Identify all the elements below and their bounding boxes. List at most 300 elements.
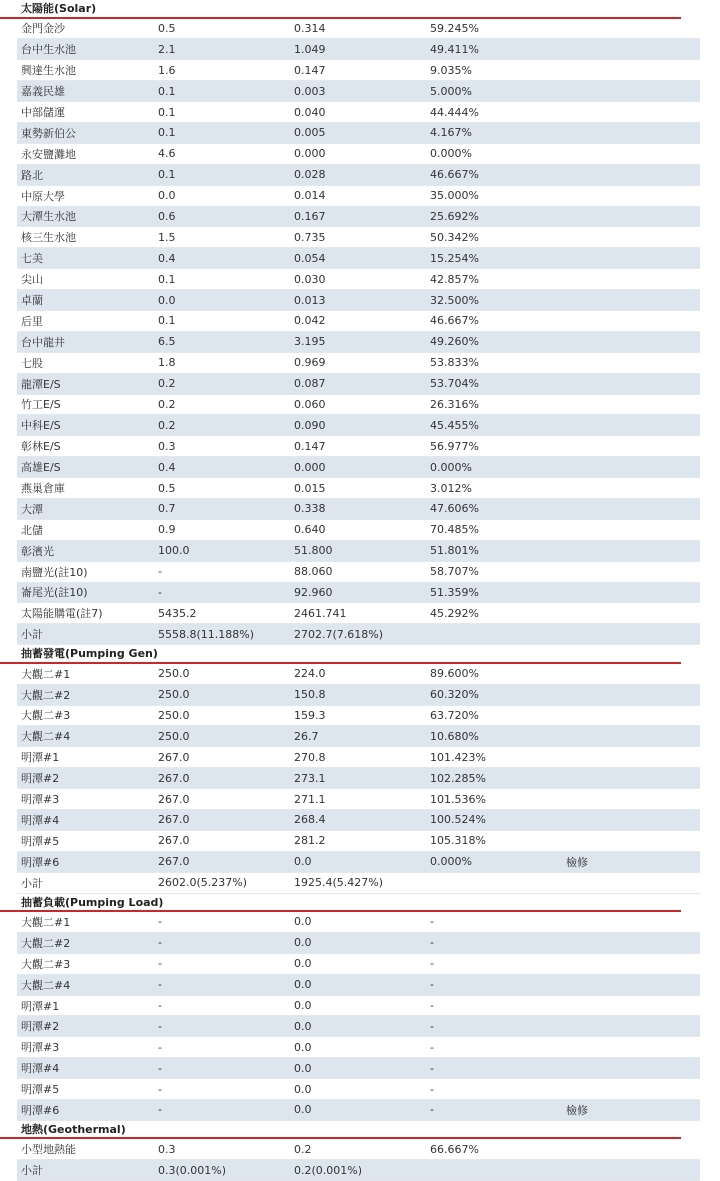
output-cell: 281.2	[290, 830, 426, 851]
unit-name-cell: 明潭#2	[17, 768, 154, 789]
capacity-cell: -	[154, 561, 290, 582]
unit-name-cell: 明潭#3	[17, 789, 154, 810]
table-row	[17, 290, 700, 311]
ratio-cell: 60.320%	[426, 684, 562, 705]
table-row	[17, 373, 700, 394]
table-row	[17, 81, 700, 102]
capacity-cell: 0.1	[154, 81, 290, 102]
table-row	[17, 478, 700, 499]
unit-name-cell: 后里	[17, 310, 154, 331]
remark-cell	[562, 872, 700, 893]
section-title: 抽蓄發電(Pumping Gen)	[0, 645, 681, 664]
output-cell: 0.0	[290, 1037, 426, 1058]
ratio-cell	[426, 872, 562, 893]
unit-name-cell: 明潭#1	[17, 995, 154, 1016]
table-row	[17, 39, 700, 60]
table-row	[17, 394, 700, 415]
table-row	[17, 664, 700, 684]
capacity-cell: 1.6	[154, 60, 290, 81]
table-row	[17, 995, 700, 1016]
unit-name-cell: 明潭#5	[17, 1079, 154, 1100]
unit-name-cell: 台中生水池	[17, 39, 154, 60]
remark-cell	[562, 1139, 700, 1159]
output-cell: 0.0	[290, 912, 426, 932]
ratio-cell: 63.720%	[426, 705, 562, 726]
capacity-cell: 0.2	[154, 415, 290, 436]
unit-name-cell: 大觀二#4	[17, 974, 154, 995]
unit-name-cell: 核三生水池	[17, 227, 154, 248]
ratio-cell: 50.342%	[426, 227, 562, 248]
remark-cell	[562, 81, 700, 102]
capacity-cell: 0.0	[154, 185, 290, 206]
table-row	[17, 603, 700, 624]
ratio-cell: 9.035%	[426, 60, 562, 81]
output-cell: 3.195	[290, 331, 426, 352]
table-row	[17, 1058, 700, 1079]
output-cell: 159.3	[290, 705, 426, 726]
remark-cell	[562, 624, 700, 645]
output-cell: 0.640	[290, 519, 426, 540]
table-row	[17, 498, 700, 519]
ratio-cell	[426, 624, 562, 645]
output-cell: 0.090	[290, 415, 426, 436]
table-row	[17, 352, 700, 373]
capacity-cell: 0.3	[154, 436, 290, 457]
capacity-cell: -	[154, 912, 290, 932]
ratio-cell: 58.707%	[426, 561, 562, 582]
remark-cell	[562, 39, 700, 60]
output-cell: 0.003	[290, 81, 426, 102]
ratio-cell: 35.000%	[426, 185, 562, 206]
capacity-cell: 0.0	[154, 290, 290, 311]
capacity-cell: 0.3	[154, 1139, 290, 1159]
ratio-cell: -	[426, 1016, 562, 1037]
table-row	[17, 851, 700, 872]
ratio-cell: 89.600%	[426, 664, 562, 684]
output-cell: 270.8	[290, 747, 426, 768]
ratio-cell: -	[426, 995, 562, 1016]
section-title: 地熱(Geothermal)	[0, 1121, 681, 1140]
ratio-cell: 46.667%	[426, 164, 562, 185]
remark-cell	[562, 122, 700, 143]
table-row	[17, 60, 700, 81]
capacity-cell: -	[154, 1058, 290, 1079]
ratio-cell: 0.000%	[426, 143, 562, 164]
output-cell: 0.013	[290, 290, 426, 311]
ratio-cell: 32.500%	[426, 290, 562, 311]
unit-name-cell: 大觀二#2	[17, 684, 154, 705]
output-cell: 0.314	[290, 19, 426, 39]
unit-name-cell: 明潭#1	[17, 747, 154, 768]
table-row	[17, 624, 700, 645]
output-cell: 150.8	[290, 684, 426, 705]
remark-cell	[562, 995, 700, 1016]
ratio-cell: 56.977%	[426, 436, 562, 457]
output-cell: 0.338	[290, 498, 426, 519]
ratio-cell: 101.423%	[426, 747, 562, 768]
remark-cell	[562, 561, 700, 582]
output-cell: 0.0	[290, 1058, 426, 1079]
ratio-cell: 102.285%	[426, 768, 562, 789]
capacity-cell: 267.0	[154, 851, 290, 872]
remark-cell	[562, 603, 700, 624]
ratio-cell: 51.359%	[426, 582, 562, 603]
ratio-cell: 46.667%	[426, 310, 562, 331]
unit-name-cell: 七美	[17, 248, 154, 269]
remark-cell	[562, 540, 700, 561]
section-title: 抽蓄負載(Pumping Load)	[0, 894, 681, 913]
table-row	[17, 1139, 700, 1159]
output-cell: 268.4	[290, 809, 426, 830]
unit-name-cell: 七股	[17, 352, 154, 373]
capacity-cell: -	[154, 953, 290, 974]
table-row	[17, 1079, 700, 1100]
remark-cell	[562, 1037, 700, 1058]
capacity-cell: 6.5	[154, 331, 290, 352]
ratio-cell: 59.245%	[426, 19, 562, 39]
section-table	[17, 664, 700, 894]
ratio-cell: 25.692%	[426, 206, 562, 227]
ratio-cell: 53.704%	[426, 373, 562, 394]
table-row	[17, 582, 700, 603]
output-cell: 0.0	[290, 995, 426, 1016]
ratio-cell: 26.316%	[426, 394, 562, 415]
capacity-cell: 250.0	[154, 684, 290, 705]
ratio-cell: 101.536%	[426, 789, 562, 810]
unit-name-cell: 永安鹽灘地	[17, 143, 154, 164]
remark-cell	[562, 60, 700, 81]
unit-name-cell: 大觀二#2	[17, 932, 154, 953]
remark-cell	[562, 912, 700, 932]
ratio-cell: -	[426, 1100, 562, 1121]
output-cell: 0.000	[290, 143, 426, 164]
table-row	[17, 19, 700, 39]
table-row	[17, 331, 700, 352]
remark-cell	[562, 415, 700, 436]
table-row	[17, 436, 700, 457]
unit-name-cell: 明潭#4	[17, 809, 154, 830]
output-cell: 0.087	[290, 373, 426, 394]
ratio-cell: 49.411%	[426, 39, 562, 60]
table-row	[17, 768, 700, 789]
remark-cell	[562, 498, 700, 519]
table-row	[17, 912, 700, 932]
table-row	[17, 122, 700, 143]
unit-name-cell: 台中龍井	[17, 331, 154, 352]
remark-cell	[562, 1016, 700, 1037]
table-row	[17, 726, 700, 747]
section-table	[17, 19, 700, 646]
capacity-cell: 0.1	[154, 102, 290, 123]
unit-name-cell: 大潭	[17, 498, 154, 519]
unit-name-cell: 大觀二#1	[17, 664, 154, 684]
capacity-cell: -	[154, 995, 290, 1016]
table-row	[17, 185, 700, 206]
remark-cell	[562, 830, 700, 851]
unit-name-cell: 小計	[17, 872, 154, 893]
capacity-cell: 0.1	[154, 269, 290, 290]
ratio-cell: 44.444%	[426, 102, 562, 123]
ratio-cell: 45.455%	[426, 415, 562, 436]
remark-cell	[562, 185, 700, 206]
unit-name-cell: 明潭#3	[17, 1037, 154, 1058]
ratio-cell: 49.260%	[426, 331, 562, 352]
table-row	[17, 747, 700, 768]
ratio-cell: 105.318%	[426, 830, 562, 851]
remark-cell	[562, 102, 700, 123]
remark-cell	[562, 373, 700, 394]
output-cell: 273.1	[290, 768, 426, 789]
ratio-cell: 47.606%	[426, 498, 562, 519]
table-row	[17, 269, 700, 290]
capacity-cell: 2602.0(5.237%)	[154, 872, 290, 893]
capacity-cell: 1.5	[154, 227, 290, 248]
output-cell: 2702.7(7.618%)	[290, 624, 426, 645]
output-cell: 0.147	[290, 60, 426, 81]
unit-name-cell: 高雄E/S	[17, 457, 154, 478]
remark-cell	[562, 932, 700, 953]
output-cell: 0.000	[290, 457, 426, 478]
ratio-cell: 42.857%	[426, 269, 562, 290]
remark-cell	[562, 457, 700, 478]
table-row	[17, 227, 700, 248]
output-cell: 1925.4(5.427%)	[290, 872, 426, 893]
unit-name-cell: 大觀二#1	[17, 912, 154, 932]
remark-cell	[562, 809, 700, 830]
ratio-cell: -	[426, 1058, 562, 1079]
capacity-cell: 100.0	[154, 540, 290, 561]
output-cell: 88.060	[290, 561, 426, 582]
remark-cell	[562, 143, 700, 164]
capacity-cell: 0.1	[154, 310, 290, 331]
capacity-cell: 0.4	[154, 457, 290, 478]
section-table	[17, 912, 700, 1121]
unit-name-cell: 中部儲運	[17, 102, 154, 123]
capacity-cell: 0.5	[154, 478, 290, 499]
ratio-cell: 53.833%	[426, 352, 562, 373]
ratio-cell: 100.524%	[426, 809, 562, 830]
unit-name-cell: 崙尾光(註10)	[17, 582, 154, 603]
remark-cell	[562, 352, 700, 373]
remark-cell	[562, 248, 700, 269]
unit-name-cell: 中科E/S	[17, 415, 154, 436]
capacity-cell: 267.0	[154, 830, 290, 851]
unit-name-cell: 小計	[17, 1160, 154, 1181]
ratio-cell	[426, 1160, 562, 1181]
capacity-cell: 250.0	[154, 705, 290, 726]
ratio-cell: -	[426, 1079, 562, 1100]
ratio-cell: -	[426, 953, 562, 974]
ratio-cell: 10.680%	[426, 726, 562, 747]
output-cell: 0.735	[290, 227, 426, 248]
ratio-cell: 15.254%	[426, 248, 562, 269]
output-cell: 0.040	[290, 102, 426, 123]
remark-cell	[562, 1160, 700, 1181]
ratio-cell: -	[426, 912, 562, 932]
output-cell: 0.969	[290, 352, 426, 373]
remark-cell: 檢修	[562, 1100, 700, 1121]
ratio-cell: 45.292%	[426, 603, 562, 624]
output-cell: 271.1	[290, 789, 426, 810]
capacity-cell: 0.9	[154, 519, 290, 540]
output-cell: 0.060	[290, 394, 426, 415]
capacity-cell: 5435.2	[154, 603, 290, 624]
remark-cell	[562, 310, 700, 331]
table-row	[17, 1100, 700, 1121]
capacity-cell: 267.0	[154, 768, 290, 789]
remark-cell	[562, 747, 700, 768]
output-cell: 224.0	[290, 664, 426, 684]
remark-cell	[562, 684, 700, 705]
unit-name-cell: 大觀二#3	[17, 953, 154, 974]
ratio-cell: 66.667%	[426, 1139, 562, 1159]
output-cell: 0.054	[290, 248, 426, 269]
remark-cell	[562, 664, 700, 684]
unit-name-cell: 明潭#4	[17, 1058, 154, 1079]
capacity-cell: 0.3(0.001%)	[154, 1160, 290, 1181]
unit-name-cell: 小型地熱能	[17, 1139, 154, 1159]
table-row	[17, 164, 700, 185]
table-row	[17, 310, 700, 331]
unit-name-cell: 大潭生水池	[17, 206, 154, 227]
unit-name-cell: 燕巢倉庫	[17, 478, 154, 499]
capacity-cell: -	[154, 1079, 290, 1100]
table-row	[17, 206, 700, 227]
ratio-cell: -	[426, 1037, 562, 1058]
capacity-cell: 250.0	[154, 664, 290, 684]
capacity-cell: 2.1	[154, 39, 290, 60]
output-cell: 0.0	[290, 953, 426, 974]
remark-cell	[562, 582, 700, 603]
output-cell: 1.049	[290, 39, 426, 60]
output-cell: 0.0	[290, 851, 426, 872]
table-row	[17, 1016, 700, 1037]
remark-cell	[562, 19, 700, 39]
remark-cell	[562, 331, 700, 352]
ratio-cell: 51.801%	[426, 540, 562, 561]
capacity-cell: 0.1	[154, 122, 290, 143]
capacity-cell: -	[154, 582, 290, 603]
remark-cell	[562, 519, 700, 540]
capacity-cell: 0.7	[154, 498, 290, 519]
unit-name-cell: 明潭#6	[17, 1100, 154, 1121]
unit-name-cell: 彰林E/S	[17, 436, 154, 457]
table-row	[17, 974, 700, 995]
table-row	[17, 809, 700, 830]
ratio-cell: 0.000%	[426, 851, 562, 872]
unit-name-cell: 金門金沙	[17, 19, 154, 39]
ratio-cell: 4.167%	[426, 122, 562, 143]
table-row	[17, 684, 700, 705]
unit-name-cell: 嘉義民雄	[17, 81, 154, 102]
output-cell: 0.0	[290, 932, 426, 953]
ratio-cell: -	[426, 974, 562, 995]
table-row	[17, 519, 700, 540]
capacity-cell: -	[154, 1100, 290, 1121]
unit-name-cell: 竹工E/S	[17, 394, 154, 415]
remark-cell	[562, 269, 700, 290]
output-cell: 0.2	[290, 1139, 426, 1159]
output-cell: 0.0	[290, 1016, 426, 1037]
unit-name-cell: 路北	[17, 164, 154, 185]
output-cell: 0.0	[290, 1100, 426, 1121]
table-row	[17, 561, 700, 582]
remark-cell	[562, 974, 700, 995]
capacity-cell: -	[154, 1016, 290, 1037]
unit-name-cell: 彰濱光	[17, 540, 154, 561]
capacity-cell: -	[154, 932, 290, 953]
capacity-cell: 267.0	[154, 747, 290, 768]
table-row	[17, 248, 700, 269]
capacity-cell: 0.1	[154, 164, 290, 185]
ratio-cell: 5.000%	[426, 81, 562, 102]
output-cell: 26.7	[290, 726, 426, 747]
unit-name-cell: 興達生水池	[17, 60, 154, 81]
capacity-cell: 0.6	[154, 206, 290, 227]
capacity-cell: 5558.8(11.188%)	[154, 624, 290, 645]
ratio-cell: 70.485%	[426, 519, 562, 540]
remark-cell	[562, 227, 700, 248]
ratio-cell: -	[426, 932, 562, 953]
capacity-cell: -	[154, 1037, 290, 1058]
unit-name-cell: 太陽能購電(註7)	[17, 603, 154, 624]
capacity-cell: 250.0	[154, 726, 290, 747]
remark-cell	[562, 1079, 700, 1100]
capacity-cell: 267.0	[154, 789, 290, 810]
remark-cell	[562, 436, 700, 457]
output-cell: 0.147	[290, 436, 426, 457]
output-cell: 0.0	[290, 1079, 426, 1100]
unit-name-cell: 明潭#6	[17, 851, 154, 872]
table-row	[17, 415, 700, 436]
output-cell: 2461.741	[290, 603, 426, 624]
table-row	[17, 872, 700, 893]
unit-name-cell: 大觀二#4	[17, 726, 154, 747]
remark-cell	[562, 164, 700, 185]
remark-cell	[562, 768, 700, 789]
output-cell: 0.0	[290, 974, 426, 995]
section-title: 太陽能(Solar)	[0, 0, 681, 19]
table-row	[17, 143, 700, 164]
table-row	[17, 830, 700, 851]
section-table	[17, 1139, 700, 1181]
table-row	[17, 932, 700, 953]
unit-name-cell: 南鹽光(註10)	[17, 561, 154, 582]
ratio-cell: 0.000%	[426, 457, 562, 478]
table-row	[17, 1160, 700, 1181]
capacity-cell: 267.0	[154, 809, 290, 830]
output-cell: 0.042	[290, 310, 426, 331]
table-row	[17, 705, 700, 726]
capacity-cell: 0.2	[154, 394, 290, 415]
remark-cell	[562, 478, 700, 499]
unit-name-cell: 卓蘭	[17, 290, 154, 311]
unit-name-cell: 明潭#2	[17, 1016, 154, 1037]
remark-cell	[562, 705, 700, 726]
capacity-cell: 1.8	[154, 352, 290, 373]
output-cell: 0.014	[290, 185, 426, 206]
output-cell: 0.005	[290, 122, 426, 143]
table-row	[17, 789, 700, 810]
output-cell: 0.2(0.001%)	[290, 1160, 426, 1181]
remark-cell: 檢修	[562, 851, 700, 872]
table-row	[17, 102, 700, 123]
table-row	[17, 540, 700, 561]
remark-cell	[562, 290, 700, 311]
remark-cell	[562, 1058, 700, 1079]
ratio-cell: 3.012%	[426, 478, 562, 499]
remark-cell	[562, 953, 700, 974]
